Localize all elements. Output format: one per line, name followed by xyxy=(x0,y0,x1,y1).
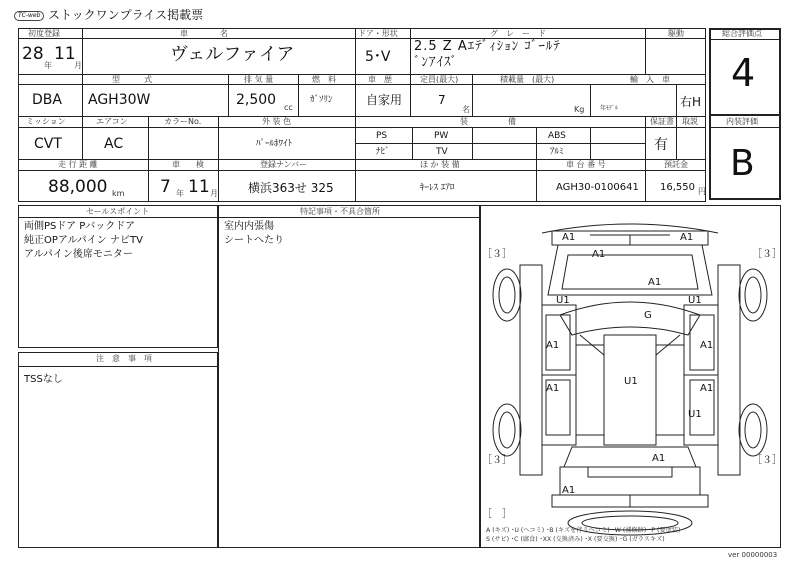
equip-abs: ABS xyxy=(548,131,566,141)
mileage: 88,000 xyxy=(48,177,108,197)
inspection-year: 7 xyxy=(160,177,171,197)
label-grade: グ レ ー ド xyxy=(490,29,546,38)
remark-1: 室内内張傷 xyxy=(224,221,274,232)
label-notes: 注 意 事 項 xyxy=(96,354,152,363)
mark-right-quarter: U1 xyxy=(688,409,702,420)
exterior-color: ﾊﾟｰﾙﾎﾜｲﾄ xyxy=(256,139,293,149)
door-shape: 5･V xyxy=(365,49,391,65)
label-overall-grade: 総合評価点 xyxy=(722,29,762,38)
mark-windshield: G xyxy=(644,310,652,321)
mark-front-left: A1 xyxy=(592,249,606,260)
sales-point-3: アルパイン後席モニター xyxy=(24,249,133,260)
fuel: ｶﾞｿﾘﾝ xyxy=(310,95,333,105)
reg-year: 28 xyxy=(22,44,44,64)
mark-right-fender: U1 xyxy=(688,295,702,306)
mark-front-bumper-right: A1 xyxy=(680,232,694,243)
label-aircon: エアコン xyxy=(96,117,128,126)
legend-line2: S (サビ) ･C (腐食) ･XX (交換済み) ･X (要交換) ･G (ガラスキズ) xyxy=(486,536,665,543)
label-model: 型 式 xyxy=(112,75,152,84)
handle: 右H xyxy=(680,95,702,109)
equip-tv: TV xyxy=(436,147,448,157)
remark-2: シートへたり xyxy=(224,235,284,246)
plate: 横浜363せ 325 xyxy=(248,181,334,195)
car-name: ヴェルファイア xyxy=(170,44,295,65)
label-displacement: 排 気 量 xyxy=(244,75,274,84)
sales-point-2: 純正OPアルパイン ナビTV xyxy=(24,235,143,246)
other-equipment: ｷｰﾚｽ ｴｱﾛ xyxy=(420,183,455,193)
label-load: 積載量 (最大) xyxy=(500,75,555,84)
label-fuel: 燃 料 xyxy=(312,75,336,84)
version-label: ver 00000003 xyxy=(728,551,778,559)
equip-alumi: ｱﾙﾐ xyxy=(550,147,564,157)
tire-front-left: ［３］ xyxy=(482,249,512,260)
label-inspection: 車 検 xyxy=(172,160,204,169)
note-1: TSSなし xyxy=(24,374,63,385)
label-history: 車 歴 xyxy=(368,75,392,84)
sheet-title: ストックワンプライス掲載票 xyxy=(48,8,204,22)
equip-pw: PW xyxy=(434,131,449,141)
label-car-name: 車 名 xyxy=(180,29,228,38)
unit-insp-month: 月 xyxy=(210,189,218,198)
inspection-month: 11 xyxy=(188,177,210,197)
equip-navi: ﾅﾋﾞ xyxy=(376,147,390,157)
tire-front-right: ［３］ xyxy=(752,249,782,260)
label-equipment: 装 備 xyxy=(460,117,516,126)
unit-yen: 円 xyxy=(698,187,706,196)
tire-rear-left: ［３］ xyxy=(482,455,512,466)
mark-front-bumper-left: A1 xyxy=(562,232,576,243)
unit-kg: Kg xyxy=(574,105,585,114)
sales-point-1: 両側PSドア Pバックドア xyxy=(24,221,135,232)
label-mileage: 走 行 距 離 xyxy=(58,160,98,169)
mark-rear-bumper: A1 xyxy=(562,485,576,496)
legend-line1: A (キズ) ･U (ヘコミ) ･B (キズを伴うヘコミ) ･W (補修跡) ･P (要塗装) xyxy=(486,527,681,534)
mark-left-front-door: A1 xyxy=(546,340,560,351)
grade-line2: ﾞﾝｱｲｽﾞ xyxy=(414,55,458,70)
price: 16,550 xyxy=(660,182,695,193)
mark-left-fender: U1 xyxy=(556,295,570,306)
mark-left-rear-door: A1 xyxy=(546,383,560,394)
mark-roof: U1 xyxy=(624,376,638,387)
warranty: 有 xyxy=(654,137,668,153)
label-import: 輸 入 車 xyxy=(630,75,670,84)
label-interior-grade: 内装評価 xyxy=(726,117,758,126)
overall-grade: 4 xyxy=(731,51,756,95)
equip-ps: PS xyxy=(376,131,388,141)
interior-grade: B xyxy=(730,143,755,184)
label-door-shape: ドア・形状 xyxy=(358,29,398,38)
reg-month: 11 xyxy=(54,44,76,64)
label-mission: ミッション xyxy=(26,117,66,126)
label-exterior-color: 外 装 色 xyxy=(262,117,292,126)
label-manual: 取説 xyxy=(682,117,698,126)
label-remarks: 特記事項・不具合箇所 xyxy=(300,207,380,216)
info-table xyxy=(18,28,706,202)
label-capacity: 定員(最大) xyxy=(420,75,459,84)
model-prefix: DBA xyxy=(32,92,62,108)
mark-right-rear-door: A1 xyxy=(700,383,714,394)
model-code: AGH30W xyxy=(88,92,151,108)
mark-hood: A1 xyxy=(648,277,662,288)
label-reg-date: 初度登録 xyxy=(28,29,60,38)
grade-line1: 2.5 Z Aｴﾃﾞｨｼｮﾝ ｺﾞｰﾙﾃ xyxy=(414,39,561,54)
mark-right-front-door: A1 xyxy=(700,340,714,351)
unit-cc: cc xyxy=(284,103,293,112)
displacement: 2,500 xyxy=(236,92,277,108)
label-drive: 駆動 xyxy=(668,29,684,38)
remarks-box xyxy=(218,205,480,548)
unit-month: 月 xyxy=(74,61,82,70)
label-chassis: 車 台 番 号 xyxy=(566,160,606,169)
logo: TC-web xyxy=(14,11,44,21)
capacity: 7 xyxy=(438,93,446,107)
chassis: AGH30-0100641 xyxy=(556,182,639,193)
tire-spare: ［ ］ xyxy=(482,509,512,520)
unit-person: 名 xyxy=(462,105,470,114)
unit-km: km xyxy=(112,189,125,198)
unit-year: 年 xyxy=(44,61,52,70)
label-other-equipment: ほ か 装 備 xyxy=(420,160,460,169)
label-sales-points: セールスポイント xyxy=(86,207,150,216)
model-year: 年ﾓﾃﾞﾙ xyxy=(600,105,619,112)
mission: CVT xyxy=(34,136,62,152)
label-price: 預託金 xyxy=(664,160,688,169)
unit-insp-year: 年 xyxy=(176,189,184,198)
mark-rear-hatch: A1 xyxy=(652,453,666,464)
label-color-no: カラーNo. xyxy=(164,117,202,126)
tire-rear-right: ［３］ xyxy=(752,455,782,466)
history: 自家用 xyxy=(366,93,403,107)
aircon: AC xyxy=(104,136,124,152)
label-warranty: 保証書 xyxy=(650,117,674,126)
label-plate: 登録ナンバー xyxy=(260,160,308,169)
